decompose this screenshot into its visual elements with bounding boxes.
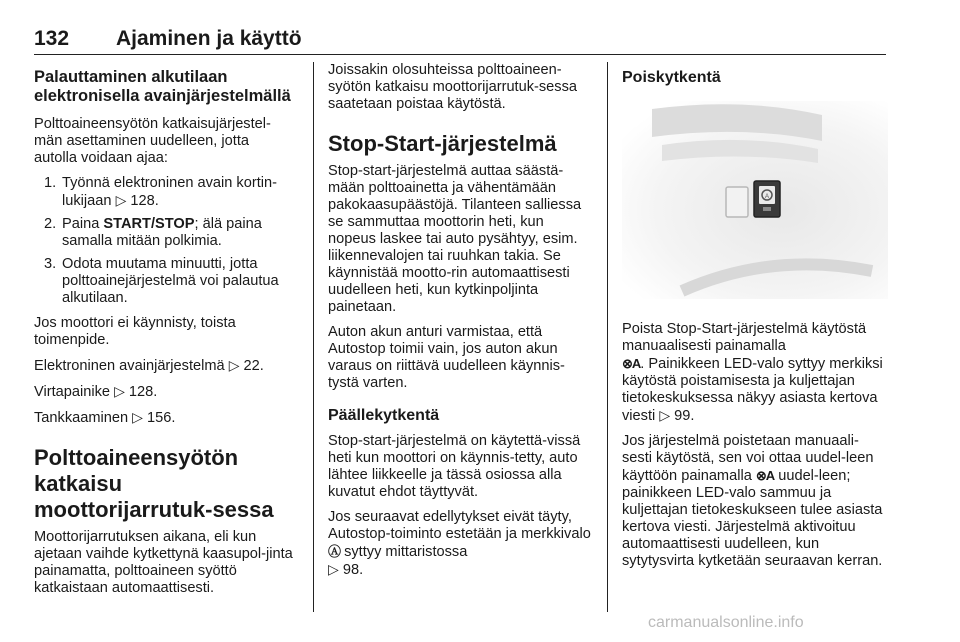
column-left — [34, 62, 296, 605]
autostop-button-icon: ⊗A — [622, 356, 641, 371]
page-reference-link[interactable]: 128. — [130, 193, 159, 209]
paragraph: Stop-start-järjestelmä on käytettä-vissä heti kun moottori on käynnis-tetty, auto lähtee liikkeelle ja tässä osiossa alla kuvatut ehdot täyttyvät. — [328, 433, 581, 500]
page-reference-link[interactable]: 22. — [243, 358, 264, 374]
paragraph: Auton akun anturi varmistaa, että Autostop toimii vain, jos auton akun varaus on riittävä uudelleen käynnis-tystä varten. — [328, 324, 565, 391]
paragraph: Moottorijarrutuksen aikana, eli kun ajetaan vaihde kytkettynä kaasupol-jinta painamatta, polttoaineen syöttö katkaistaan automaattisesti. — [34, 529, 293, 596]
step-number: 1. — [44, 175, 57, 191]
page-reference-link[interactable]: 128. — [128, 384, 158, 400]
subheading-activation: Päällekytkentä — [328, 407, 440, 424]
section-heading-fuel-cutoff: Polttoaineensyötön katkaisu moottorijarrutuk-sessa — [34, 445, 274, 522]
reference-arrow-icon: ▷ — [132, 409, 143, 425]
paragraph: Jos moottori ei käynnisty, toista toimenpide. — [34, 315, 236, 348]
page-reference-link[interactable]: 99. — [674, 408, 695, 424]
autostop-button-icon: ⊗A — [755, 468, 775, 483]
autostop-indicator-icon: Ⓐ — [328, 544, 341, 559]
paragraph: Polttoaineensyötön katkaisujärjestel-män asettaminen uudelleen, jotta autolla voidaan ajaa: — [34, 116, 271, 166]
column-middle — [328, 62, 592, 587]
paragraph: Joissakin olosuhteissa polttoaineen-syötön katkaisu moottorijarrutuk-sessa saatetaan poistaa käytöstä. — [328, 62, 578, 112]
watermark: carmanualsonline.info — [648, 614, 804, 631]
chapter-title: Ajaminen ja käyttö — [116, 27, 302, 50]
button-name: START/STOP — [103, 216, 195, 232]
subheading-deactivation: Poiskytkentä — [622, 69, 721, 86]
reference-arrow-icon: ▷ — [228, 357, 240, 373]
page-number: 132 — [34, 27, 70, 50]
step-number: 2. — [44, 216, 57, 232]
page-header — [34, 27, 886, 49]
reference-arrow-icon: ▷ — [115, 192, 127, 208]
step-number: 3. — [44, 256, 57, 272]
paragraph: Poista Stop-Start-järjestelmä käytöstä manuaalisesti painamalla ⊗A. Painikkeen LED-valo syttyy merkiksi käytöstä poistamisesta ja kuljettajan tietokeskuksessa näkyy asiasta kertova viesti ▷ 99. — [622, 321, 883, 424]
header-rule — [34, 54, 886, 55]
step-text: Työnnä elektroninen avain kortin-lukijaan — [62, 175, 277, 209]
section-heading-reset: Palauttaminen alkutilaan elektronisella avainjärjestelmällä — [34, 68, 291, 105]
column-right — [622, 62, 888, 578]
reference-arrow-icon: ▷ — [114, 383, 125, 399]
reference-arrow-icon: ▷ — [328, 561, 339, 577]
cross-reference: Virtapainike ▷ 128. — [34, 383, 158, 400]
cross-reference: Tankkaaminen ▷ 156. — [34, 409, 176, 426]
list-item: 2. Paina START/STOP; älä paina samalla mitään polkimia. — [44, 216, 262, 249]
column-divider — [607, 62, 608, 612]
page-reference-link[interactable]: 156. — [147, 410, 176, 426]
section-heading-stop-start: Stop-Start-järjestelmä — [328, 131, 557, 156]
step-text: ; älä paina samalla mitään polkimia. — [62, 216, 262, 249]
cross-reference: Elektroninen avainjärjestelmä ▷ 22. — [34, 357, 264, 374]
svg-text:A: A — [764, 194, 770, 200]
page-reference-link[interactable]: 98. — [342, 562, 364, 578]
list-item — [34, 256, 296, 307]
list-item — [34, 175, 296, 210]
paragraph: Jos seuraavat edellytykset eivät täyty, Autostop-toiminto estetään ja merkkivalo Ⓐ syttyy mittaristossa ▷ 98. — [328, 509, 591, 578]
reference-arrow-icon: ▷ — [659, 407, 671, 423]
dashboard-button-illustration — [622, 101, 888, 299]
column-divider — [313, 62, 314, 612]
step-text: Odota muutama minuutti, jotta polttoainejärjestelmä voi palautua alkutilaan. — [62, 256, 279, 306]
stop-start-switch-illustration — [622, 101, 888, 299]
paragraph: Jos järjestelmä poistetaan manuaali-sesti käytöstä, sen voi ottaa uudel-leen käyttöön painamalla ⊗A uudel-leen; painikkeen LED-valo sammuu ja kuljettajan tietokeskukseen tulee asiasta kertova viesti. Järjestelmä aktivoituu automaattisesti uudelleen, kun sytytysvirta kytketään seuraavan kerran. — [622, 433, 883, 569]
paragraph: Stop-start-järjestelmä auttaa säästä-mään polttoainetta ja vähentämään pakokaasupäästöjä. Tilanteen salliessa se sammuttaa moottorin heti, kun nopeus laskee tai auto pysähtyy, esim. liikennevalojen tai ruuhkan takia. Se käynnistää mootto-rin automaattisesti uudelleen heti, kun kytkinpoljinta painetaan. — [328, 163, 582, 315]
step-list — [34, 175, 296, 307]
